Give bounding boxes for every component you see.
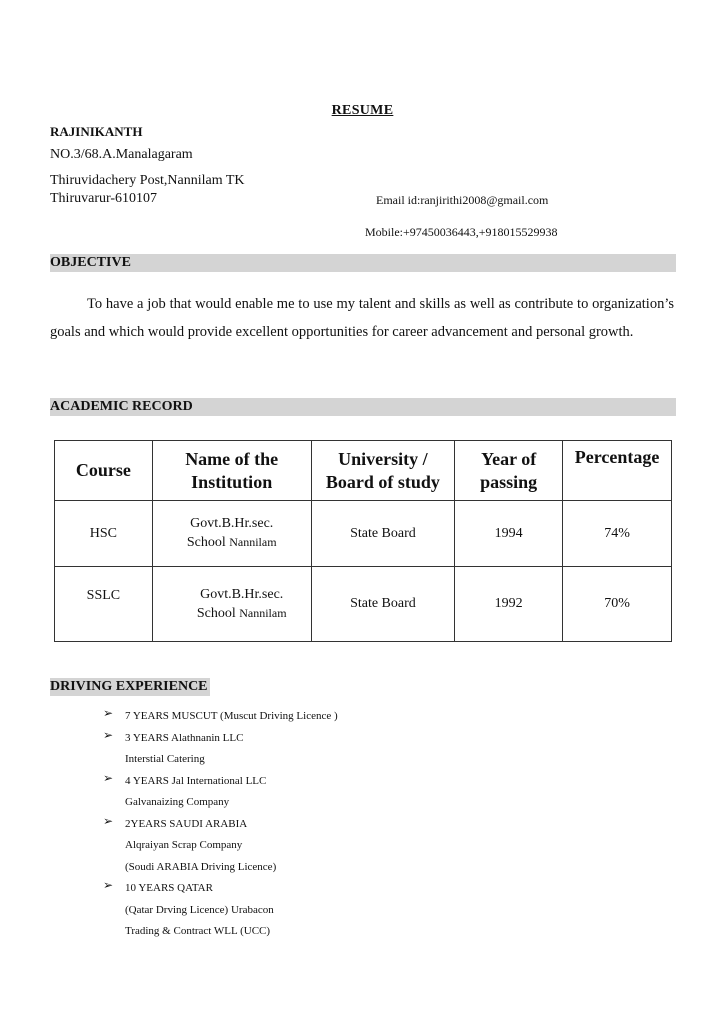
arrow-bullet-icon: ➢ [103,727,114,742]
cell-board: State Board [311,567,455,642]
cell-course: HSC [55,501,153,567]
list-item [103,728,338,771]
experience-line: Galvanaizing Company [125,796,230,808]
experience-line: 2YEARS SAUDI ARABIA [125,817,248,830]
arrow-bullet-icon: ➢ [103,770,114,785]
experience-line: Trading & Contract WLL (UCC) [125,925,271,937]
header-institution: Name of the Institution [152,441,311,501]
arrow-bullet-icon: ➢ [103,878,114,892]
applicant-name: RAJINIKANTH [50,124,143,139]
list-item [103,771,338,814]
section-objective: OBJECTIVE [50,254,676,272]
experience-line: 10 YEARS QATAR [125,882,213,894]
cell-percentage: 70% [563,567,672,642]
cell-institution: Govt.B.Hr.sec. School Nannilam [152,567,311,642]
cell-year: 1992 [455,567,563,642]
email-address: Email id:ranjirithi2008@gmail.com [376,193,549,207]
table-row [55,567,672,642]
cell-year: 1994 [455,501,563,567]
section-academic-record: ACADEMIC RECORD [50,398,676,416]
experience-line: (Soudi ARABIA Driving Licence) [125,860,277,873]
arrow-bullet-icon: ➢ [103,813,114,828]
academic-table [54,440,672,642]
list-item [103,706,338,728]
experience-line: Alqraiyan Scrap Company [125,839,243,851]
objective-text: To have a job that would enable me to use my talent and skills as well as contribute to organization’s goals and which would provide excellent opportunities for career advancement and personal growth. [50,296,674,340]
cell-institution: Govt.B.Hr.sec. School Nannilam [152,501,311,567]
header-course: Course [55,441,153,501]
list-item [103,878,338,943]
table-row [55,501,672,567]
driving-experience-list [103,706,338,943]
address-line-2: Thiruvidachery Post,Nannilam TK [50,173,245,188]
resume-title: RESUME [331,103,394,118]
experience-line: Interstial Catering [125,753,205,765]
header-university: University / Board of study [311,441,455,501]
mobile-number: Mobile:+97450036443,+918015529938 [365,225,558,239]
address-line-1: NO.3/68.A.Manalagaram [50,147,193,162]
experience-line: 7 YEARS MUSCUT (Muscut Driving Licence ) [125,710,338,722]
list-item [103,814,338,879]
experience-line: (Qatar Drving Licence) Urabacon [125,903,274,916]
cell-board: State Board [311,501,455,567]
table-header-row [55,441,672,501]
cell-percentage: 74% [563,501,672,567]
header-percentage: Percentage [563,441,672,501]
header-year: Year of passing [455,441,563,501]
section-driving-experience: DRIVING EXPERIENCE [50,679,208,694]
cell-course: SSLC [55,567,153,642]
experience-line: 4 YEARS Jal International LLC [125,774,267,787]
address-line-3: Thiruvarur-610107 [50,191,158,206]
experience-line: 3 YEARS Alathnanin LLC [125,731,244,744]
arrow-bullet-icon: ➢ [103,706,114,720]
